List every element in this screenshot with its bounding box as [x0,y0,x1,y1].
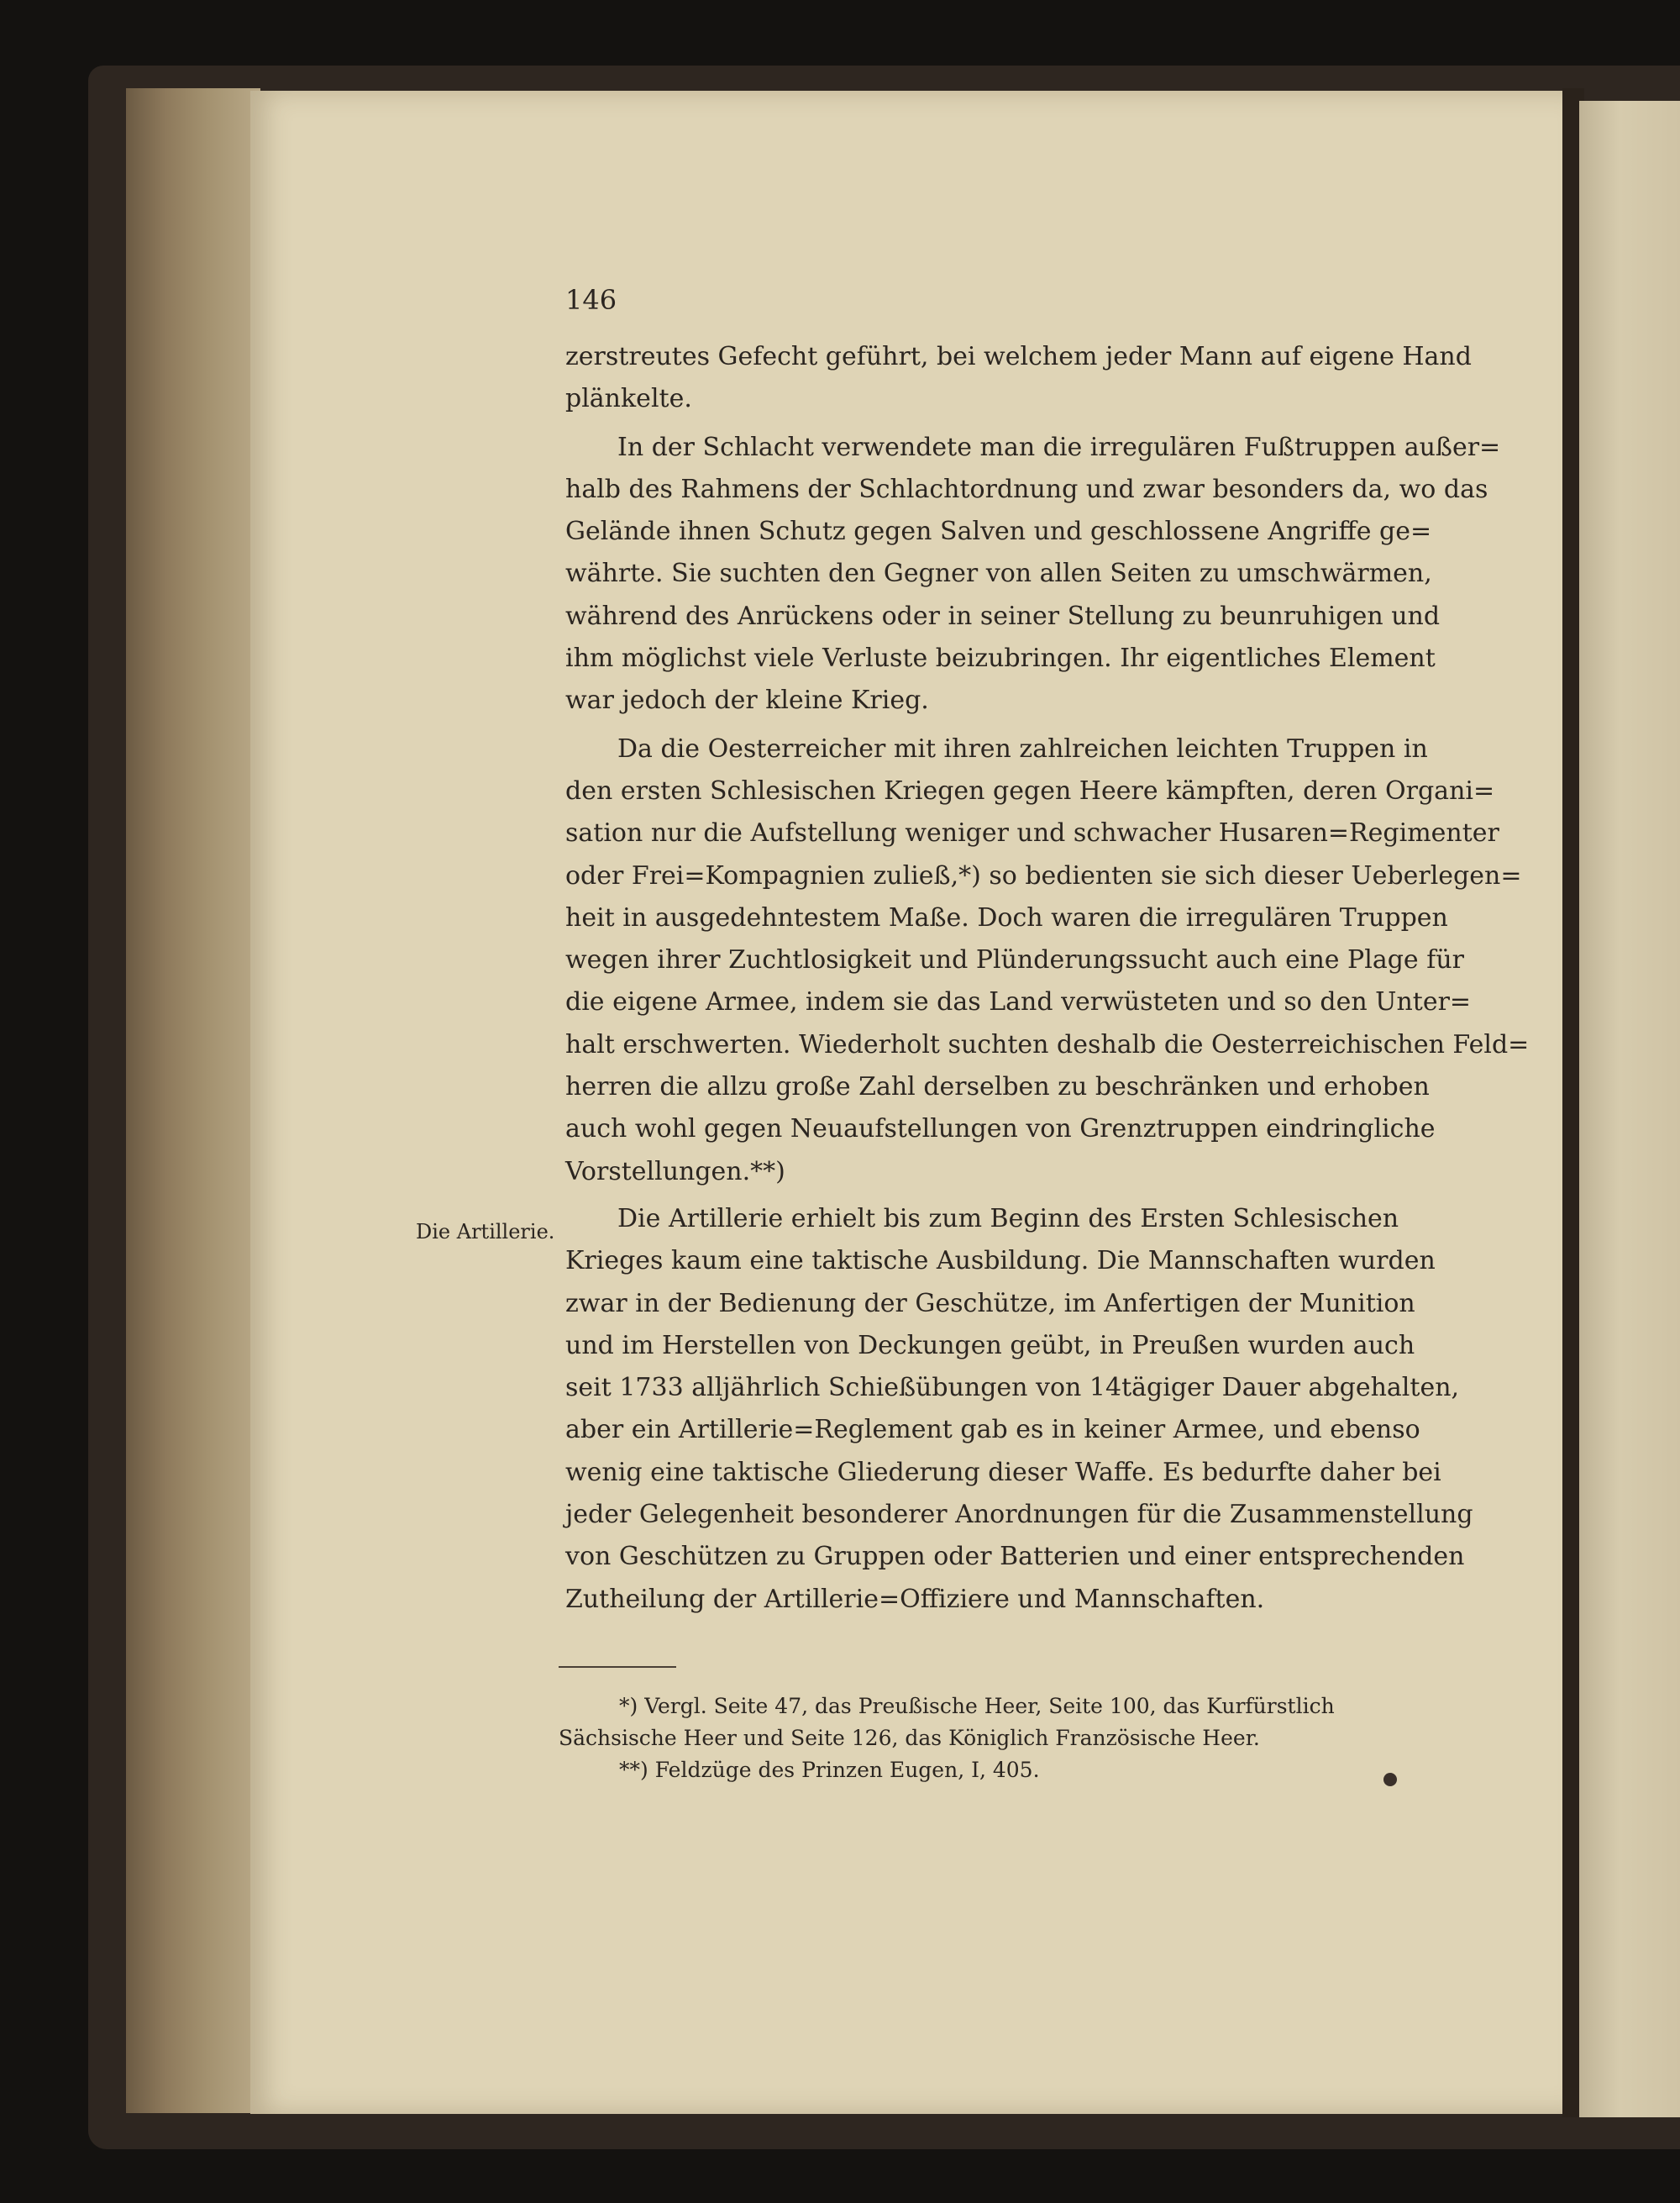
text-line: die eigene Armee, indem sie das Land verwüsteten und so den Unter= [565,987,1472,1017]
text-line: war jedoch der kleine Krieg. [565,686,929,716]
page-edges [126,88,260,2113]
text-line: ihm möglichst viele Verluste beizubringen. Ihr eigentliches Element [565,644,1436,674]
text-line: aber ein Artillerie=Reglement gab es in keiner Armee, und ebenso [565,1415,1420,1445]
text-line: halt erschwerten. Wiederholt suchten deshalb die Oesterreichischen Feld= [565,1029,1530,1059]
text-line: halb des Rahmens der Schlachtordnung und zwar besonders da, wo das [565,474,1488,504]
text-line: jeder Gelegenheit besonderer Anordnungen für die Zusammenstellung [565,1500,1473,1530]
text-line: Gelände ihnen Schutz gegen Salven und geschlossene Angriffe ge= [565,517,1432,547]
text-line: und im Herstellen von Deckungen geübt, in Preußen wurden auch [565,1330,1415,1360]
text-line: oder Frei=Kompagnien zuließ,*) so bedienten sie sich dieser Ueberlegen= [565,860,1522,891]
footnote-rule [559,1666,676,1668]
footnote: *) Vergl. Seite 47, das Preußische Heer, Seite 100, das Kurfürstlich [619,1694,1335,1718]
text-line: Da die Oesterreicher mit ihren zahlreichen leichten Truppen in [617,733,1428,764]
body-text [565,336,1530,1621]
text-line: auch wohl gegen Neuaufstellungen von Grenztruppen eindringliche [565,1114,1436,1144]
text-line: währte. Sie suchten den Gegner von allen Seiten zu umschwärmen, [565,559,1432,589]
text-line: den ersten Schlesischen Kriegen gegen Heere kämpften, deren Organi= [565,776,1495,806]
text-line: seit 1733 alljährlich Schießübungen von 14tägiger Dauer abgehalten, [565,1373,1460,1403]
margin-note: Die Artillerie. [416,1220,555,1243]
text-line: herren die allzu große Zahl derselben zu beschränken und erhoben [565,1072,1430,1102]
footnote: **) Feldzüge des Prinzen Eugen, I, 405. [619,1758,1040,1782]
text-line: Vorstellungen.**) [565,1156,785,1186]
page-number: 146 [565,284,617,316]
text-line: von Geschützen zu Gruppen oder Batterien und einer entsprechenden [565,1542,1465,1572]
text-line: heit in ausgedehntestem Maße. Doch waren die irregulären Truppen [565,902,1448,933]
footnote: Sächsische Heer und Seite 126, das Königlich Französische Heer. [559,1726,1260,1750]
text-line: In der Schlacht verwendete man die irregulären Fußtruppen außer= [617,432,1501,462]
text-line: sation nur die Aufstellung weniger und schwacher Husaren=Regimenter [565,818,1499,849]
text-line: plänkelte. [565,384,692,414]
text-line: wenig eine taktische Gliederung dieser Waffe. Es bedurfte daher bei [565,1457,1441,1487]
text-line: Krieges kaum eine taktische Ausbildung. Die Mannschaften wurden [565,1246,1436,1276]
text-line: Zutheilung der Artillerie=Offiziere und Mannschaften. [565,1584,1265,1614]
text-line: zwar in der Bedienung der Geschütze, im Anfertigen der Munition [565,1288,1415,1318]
text-line: während des Anrückens oder in seiner Stellung zu beunruhigen und [565,601,1441,631]
footnotes [559,1690,1386,1786]
text-line: zerstreutes Gefecht geführt, bei welchem jeder Mann auf eigene Hand [565,342,1472,371]
text-line: Die Artillerie erhielt bis zum Beginn des Ersten Schlesischen [617,1203,1399,1233]
ink-mark [1383,1773,1397,1786]
facing-page-edge [1579,101,1680,2117]
text-line: wegen ihrer Zuchtlosigkeit und Plünderungssucht auch eine Plage für [565,945,1464,975]
